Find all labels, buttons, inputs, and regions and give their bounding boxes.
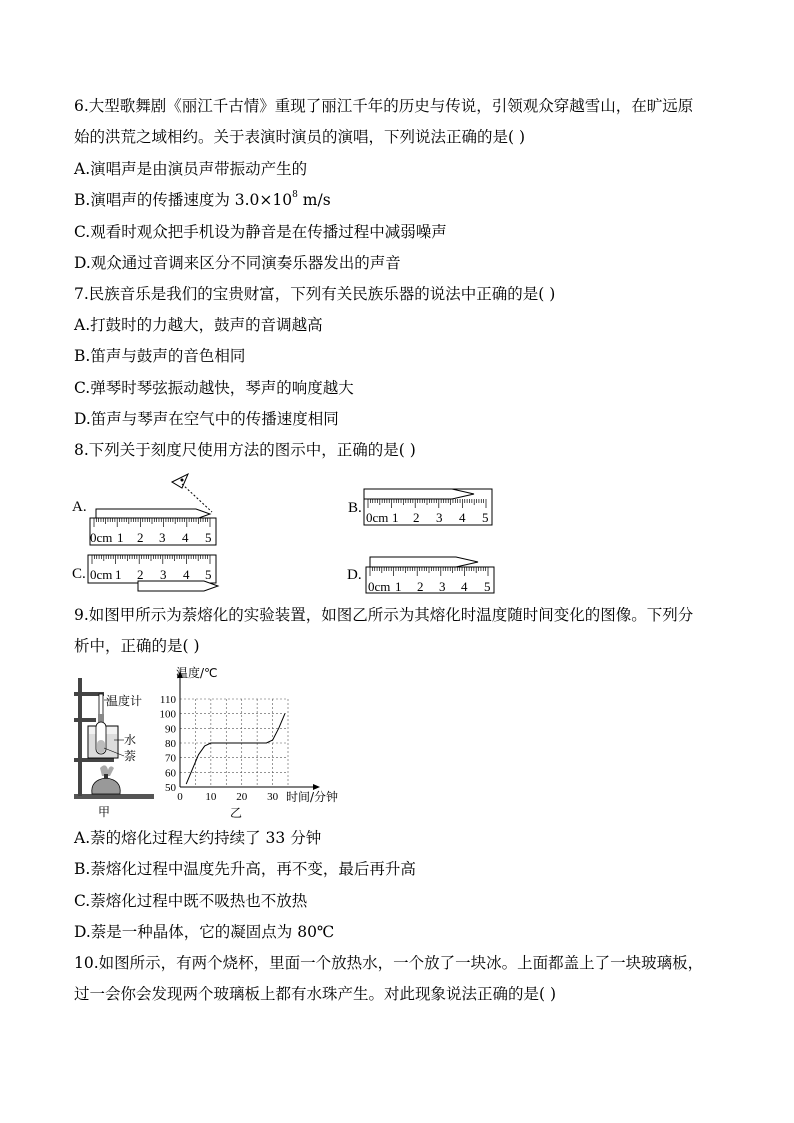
q6-option-a: A.演唱声是由演员声带振动产生的 (74, 160, 308, 178)
tick-label-5: 5 (205, 567, 212, 582)
tick-label-1: 1 (115, 567, 122, 582)
tick-label-3: 3 (160, 567, 167, 582)
y-tick-label: 60 (165, 767, 176, 780)
apparatus-caption: 甲 (98, 805, 111, 818)
tick-label-0: 0cm (368, 579, 391, 594)
clamp-middle (74, 718, 96, 722)
tick-label-2: 2 (137, 567, 144, 582)
q6-option-b-prefix: B.演唱声的传播速度为 3.0×10 (74, 191, 293, 209)
y-tick-label: 100 (159, 708, 176, 721)
q7-option-d: D.笛声与琴声在空气中的传播速度相同 (74, 410, 339, 428)
ring-support (74, 758, 114, 762)
naphthalene-label: 萘 (124, 749, 137, 763)
tick-label-3: 3 (439, 579, 446, 594)
tick-label-2: 2 (137, 530, 144, 545)
tick-label-4: 4 (182, 530, 189, 545)
q10-stem-line1: 10.如图所示，有两个烧杯，里面一个放热水，一个放了一块冰。上面都盖上了一块玻璃板， (74, 954, 704, 972)
q6-option-b-exponent: 8 (292, 190, 298, 200)
q9-stem-line1: 9.如图甲所示为萘熔化的实验装置，如图乙所示为其熔化时温度随时间变化的图像。下列分 (74, 606, 694, 624)
tick-label-1: 1 (395, 579, 402, 594)
q9-option-c: C.萘熔化过程中既不吸热也不放热 (74, 892, 308, 910)
chart-ylabel: 温度/℃ (176, 666, 218, 680)
q10-stem-line2: 过一会你会发现两个玻璃板上都有水珠产生。对此现象说法正确的是( ) (74, 985, 557, 1003)
stand-base (74, 794, 154, 799)
tick-label-0: 0cm (90, 530, 113, 545)
q8-label-b: B. (348, 500, 362, 516)
tick-label-3: 3 (436, 510, 443, 525)
water-label: 水 (124, 733, 137, 747)
x-tick-label: 10 (205, 791, 217, 803)
tick-label-1: 1 (392, 510, 399, 525)
tick-label-1: 1 (117, 530, 124, 545)
lamp-wick (104, 774, 108, 779)
q8-label-a: A. (72, 499, 87, 515)
q6-option-b (74, 190, 331, 210)
y-tick-label: 110 (159, 694, 176, 706)
series-line (186, 714, 285, 784)
temperature-time-chart (150, 661, 360, 823)
q9-option-d: D.萘是一种晶体，它的凝固点为 80℃ (74, 923, 335, 941)
tick-label-2: 2 (417, 579, 424, 594)
ruler-figure-b (362, 485, 497, 529)
object-pencil (364, 489, 474, 499)
ruler-figure-a (86, 468, 226, 548)
q7-option-b: B.笛声与鼓声的音色相同 (74, 347, 246, 365)
chart-caption: 乙 (230, 806, 243, 820)
q7-option-a: A.打鼓时的力越大，鼓声的音调越高 (74, 316, 323, 334)
tick-label-3: 3 (159, 530, 166, 545)
sight-line (182, 484, 212, 512)
y-tick-label: 50 (165, 782, 176, 794)
naphthalene (97, 740, 105, 753)
q9-option-a: A.萘的熔化过程大约持续了 33 分钟 (74, 829, 322, 847)
q8-stem: 8.下列关于刻度尺使用方法的图示中，正确的是( ) (74, 441, 416, 459)
ruler-figure-c (86, 553, 221, 593)
chart-series (186, 714, 285, 784)
q8-label-c: C. (72, 566, 86, 582)
object-pencil (138, 581, 218, 591)
q6-stem-line2: 始的洪荒之域相约。关于表演时演员的演唱，下列说法正确的是( ) (74, 128, 526, 146)
tick-label-5: 5 (482, 510, 489, 525)
y-tick-label: 70 (165, 752, 176, 765)
y-tick-label: 80 (165, 738, 176, 750)
thermometer-stopper (98, 714, 104, 722)
q6-option-c: C.观看时观众把手机设为静音是在传播过程中减弱噪声 (74, 223, 447, 241)
eye-icon (172, 474, 188, 488)
thermometer-label: 温度计 (106, 694, 143, 708)
x-tick-label: 20 (236, 791, 248, 803)
q6-option-b-suffix: m/s (297, 191, 331, 209)
alcohol-lamp (92, 778, 120, 794)
q7-option-c: C.弹琴时琴弦振动越快，琴声的响度越大 (74, 379, 354, 397)
tick-label-4: 4 (183, 567, 190, 582)
q9-stem-line2: 析中，正确的是( ) (74, 637, 200, 655)
ruler-figure-d (364, 555, 499, 597)
tick-label-4: 4 (461, 579, 468, 594)
x-tick-label: 0 (177, 791, 183, 803)
y-tick-label: 90 (165, 723, 176, 736)
tick-label-2: 2 (413, 510, 420, 525)
q6-stem-line1: 6.大型歌舞剧《丽江千古情》重现了丽江千年的历史与传说，引领观众穿越雪山，在旷远原 (74, 97, 694, 115)
apparatus-figure (70, 676, 160, 818)
object-pencil (370, 557, 478, 567)
x-tick-label: 30 (267, 791, 279, 803)
q6-option-d: D.观众通过音调来区分不同演奏乐器发出的声音 (74, 254, 401, 272)
tick-label-5: 5 (205, 530, 212, 545)
tick-label-5: 5 (484, 579, 491, 594)
tick-label-0: 0cm (366, 510, 389, 525)
q8-label-d: D. (347, 567, 362, 583)
tick-label-0: 0cm (90, 567, 113, 582)
tick-label-4: 4 (459, 510, 466, 525)
chart-xlabel: 时间/分钟 (286, 790, 339, 804)
q9-option-b: B.萘熔化过程中温度先升高，再不变，最后再升高 (74, 860, 416, 878)
q7-stem: 7.民族音乐是我们的宝贵财富，下列有关民族乐器的说法中正确的是( ) (74, 285, 556, 303)
